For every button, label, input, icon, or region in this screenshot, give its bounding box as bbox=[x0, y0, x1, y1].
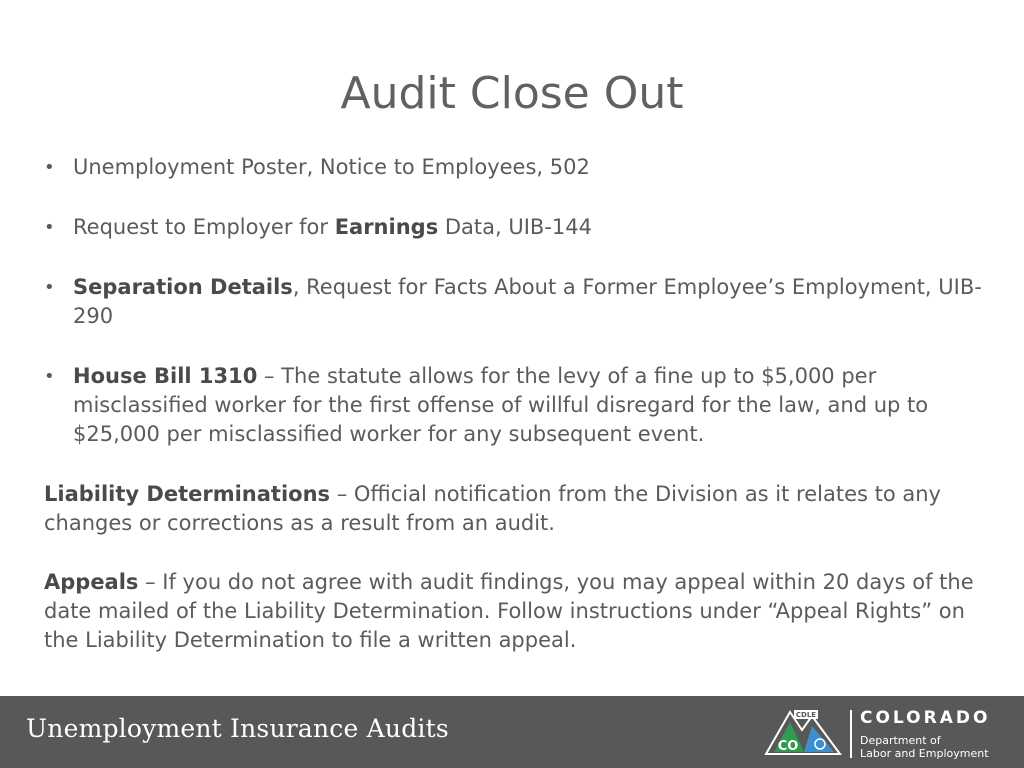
bullet-bold: House Bill 1310 bbox=[73, 364, 258, 388]
bullet-text-post: , Request for Facts About a Former Employee’s Employment, UIB-290 bbox=[73, 275, 982, 328]
logo-co-text: CO bbox=[777, 739, 799, 754]
bullet-item bbox=[44, 273, 1004, 331]
bullet-bold: Earnings bbox=[334, 215, 439, 239]
cdle-logo bbox=[764, 702, 1004, 762]
bullet-item bbox=[44, 213, 1004, 242]
cdle-mountain-logo-icon bbox=[764, 704, 844, 760]
bullet-dot: • bbox=[44, 217, 55, 238]
paragraph-text: – If you do not agree with audit findings, you may appeal within 20 days of the date mailed of the Liability Determination. Follow instructions under “Appeal Rights” on the Liability Determination to file a written appeal. bbox=[44, 570, 974, 652]
logo-divider bbox=[850, 710, 852, 758]
logo-badge-text: CDLE bbox=[795, 711, 817, 719]
paragraph-bold: Appeals bbox=[44, 570, 139, 594]
slide-title: Audit Close Out bbox=[340, 68, 684, 119]
bullet-text-pre: Request to Employer for bbox=[73, 215, 335, 239]
bullet-dot: • bbox=[44, 277, 55, 298]
footer-bar bbox=[0, 696, 1024, 768]
bullet-bold: Separation Details bbox=[73, 275, 293, 299]
paragraph-text: – Official notification from the Division as it relates to any changes or corrections as a result from an audit. bbox=[44, 482, 941, 535]
bullet-text-post: Data, UIB-144 bbox=[438, 215, 593, 239]
footer-title: Unemployment Insurance Audits bbox=[26, 714, 449, 743]
bullet-text-post: – The statute allows for the levy of a fine up to $5,000 per misclassified worker for the first offense of willful disregard for the law, and up to $25,000 per misclassified worker for any subsequent event. bbox=[73, 364, 929, 446]
paragraph-liability bbox=[44, 480, 1004, 538]
bullet-item bbox=[44, 153, 1004, 182]
bullet-dot: • bbox=[44, 157, 55, 178]
bullet-dot: • bbox=[44, 366, 55, 387]
bullet-item bbox=[44, 362, 1004, 449]
paragraph-appeals bbox=[44, 568, 1004, 655]
paragraph-bold: Liability Determinations bbox=[44, 482, 331, 506]
slide-content bbox=[44, 150, 1004, 685]
logo-dept-line1: Department of bbox=[860, 734, 941, 747]
bullet-text: Unemployment Poster, Notice to Employees, 502 bbox=[73, 155, 590, 179]
logo-dept-line2: Labor and Employment bbox=[860, 747, 989, 760]
logo-state-name: COLORADO bbox=[860, 708, 991, 728]
logo-department bbox=[860, 734, 989, 760]
